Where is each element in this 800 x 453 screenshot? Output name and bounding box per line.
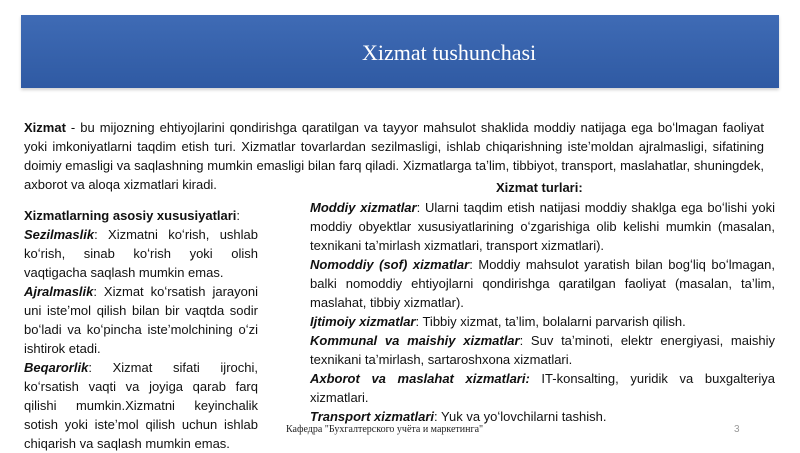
features-heading: Xizmatlarning asosiy xususiyatlari: [24, 208, 237, 223]
intro-term: Xizmat: [24, 120, 66, 135]
example-term-0: Ijtimoiy xizmatlar: [310, 314, 416, 329]
slide-title: Xizmat tushunchasi: [362, 40, 537, 65]
intro-text: - bu mijozning ehtiyojlarini qondirishga qaratilgan va tayyor mahsulot shaklida moddiy natijaga ega boʻlmagan faoliyat yoki imkoniyatlarni taqdim etish turi. Xizmatlar tovarlardan sezilmasligi, ishlab chiqarishning isteʼmoldan ajralmasligi, sifatining doimiy emasligi va saqlashning mumkin emasligi bilan farq qiladi. Xizmatlarga taʼlim, tibbiyot, transport, maslahatlar, shuningdek, axborot va aloqa xizmatlari kiradi.: [24, 120, 764, 192]
example-text-2: IT-konsalting, yuridik va buxgalteriya xizmatlari.: [310, 371, 775, 405]
intro-paragraph: [24, 118, 764, 194]
page-number: 3: [734, 424, 740, 435]
feature-text-1: : Xizmat koʻrsatish jarayoni uni isteʼmol qilish bilan bir vaqtda sodir boʻladi va koʻpincha isteʼmolchining oʻzi ishtirok etadi.: [24, 284, 258, 356]
feature-term-0: Sezilmaslik: [24, 227, 95, 242]
types-block: [310, 198, 775, 312]
feature-text-2: : Xizmat sifati ijrochi, koʻrsatish vaqti va joyiga qarab farq qilishi mumkin.Xizmatni keyinchalik sotish yoki isteʼmol qilish uchun ishlab chiqarish va saqlash mumkin emas.: [24, 360, 258, 451]
type-term-1: Nomoddiy (sof) xizmatlar: [310, 257, 470, 272]
feature-text-0: : Xizmatni koʻrish, ushlab koʻrish, sinab koʻrish yoki olish vaqtigacha saqlash mumkin emas.: [24, 227, 258, 280]
examples-block: [310, 312, 775, 426]
feature-term-2: Beqarorlik: [24, 360, 89, 375]
example-text-0: : Tibbiy xizmat, taʼlim, bolalarni parvarish qilish.: [415, 314, 686, 329]
features-heading-colon: :: [236, 208, 241, 223]
types-heading: Xizmat turlari:: [496, 180, 583, 195]
example-term-1: Kommunal va maishiy xizmatlar: [310, 333, 520, 348]
features-block: [24, 206, 258, 453]
type-text-0: : Ularni taqdim etish natijasi moddiy shaklga ega boʻlishi yoki moddiy obyektlar xususiyatlarining oʻzgarishiga olib kelishi mumkin (masalan, texnikani taʼmirlash xizmatlari, transport xizmatlari).: [310, 200, 775, 253]
feature-term-1: Ajralmaslik: [24, 284, 94, 299]
example-text-3: : Yuk va yoʻlovchilarni tashish.: [434, 409, 607, 424]
type-term-0: Moddiy xizmatlar: [310, 200, 417, 215]
example-term-3: Transport xizmatlari: [310, 409, 435, 424]
example-text-1: : Suv taʼminoti, elektr energiyasi, maishiy texnikani taʼmirlash, sartaroshxona xizmatlari.: [310, 333, 775, 367]
footer-department: Кафедра "Бухгалтерского учёта и маркетинга": [286, 424, 484, 435]
type-text-1: : Moddiy mahsulot yaratish bilan bogʻliq boʻlmagan, balki nomoddiy ehtiyojlarni qondirishga qaratilgan faoliyat (masalan, taʼlim, maslahat, tibbiy xizmatlar).: [310, 257, 776, 310]
example-term-2: Axborot va maslahat xizmatlari:: [310, 371, 530, 386]
